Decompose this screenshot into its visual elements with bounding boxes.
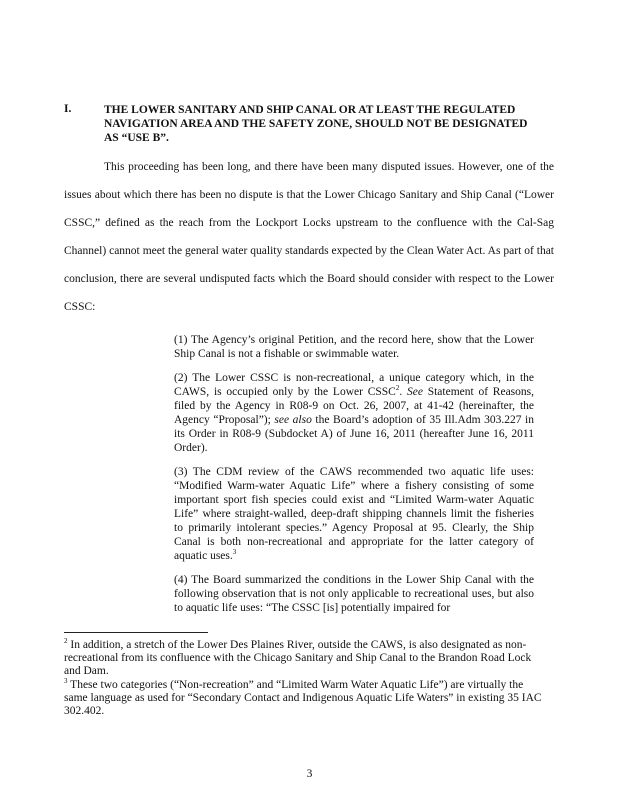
point-2: (2) The Lower CSSC is non-recreational, a unique category which, in the CAWS, is occupied only by the Lower CSSC$^2$. See Statement of Reasons, filed by the Agency in R08-9 on Oct. 26, 2007, at 41-42 (hereinafter, the Agency “Proposal”); see also the Board’s adoption of 35 Ill.Adm 303.227 in its Order in R08-9 (Subdocket A) of June 16, 2011 (hereafter June 16, 2011 Order). — [174, 372, 534, 454]
footnote-2: $^2$ In addition, a stretch of the Lower Des Plaines River, outside the CAWS, is also designated as non-recreational from its confluence with the Chicago Sanitary and Ship Canal to the Brandon Road Lock and Dam. — [64, 637, 532, 677]
body-paragraph: This proceeding has been long, and there have been many disputed issues. However, one of the issues about which there has been no dispute is that the Lower Chicago Sanitary and Ship Canal (“Lower CSSC,” defined as the reach from the Lockport Locks upstream to the confluence with the Cal-Sag Channel) cannot meet the general water quality standards expected by the Clean Water Act. As part of that conclusion, there are several undisputed facts which the Board should consider with respect to the Lower CSSC: — [64, 161, 554, 313]
footnote-3: $^3$ These two categories (“Non-recreation” and “Limited Warm Water Aquatic Life”) are virtually the same language as used for “Secondary Contact and Indigenous Aquatic Life Waters” in existing 35 IAC 302.402. — [64, 677, 542, 717]
section-number: I. — [64, 103, 72, 115]
footnote-ref-2: 2 — [395, 384, 400, 393]
page-number: 3 — [306, 768, 313, 780]
section-title: THE LOWER SANITARY AND SHIP CANAL OR AT LEAST THE REGULATED NAVIGATION AREA AND THE SAFETY ZONE, SHOULD NOT BE DESIGNATED AS “USE B”. — [104, 104, 528, 144]
numbered-points — [174, 333, 534, 625]
footnote-ref-3: 3 — [232, 548, 237, 557]
footnote-divider — [64, 632, 208, 633]
footnotes — [64, 639, 544, 719]
point-1: (1) The Agency’s original Petition, and the record here, show that the Lower Ship Canal is not a fishable or swimmable water. — [174, 334, 534, 360]
point-3: (3) The CDM review of the CAWS recommended two aquatic life uses: “Modified Warm-water Aquatic Life” where a fishery consisting of some important sport fish species could exist and “Limited Warm-water Aquatic Life” where straight-walled, deep-draft shipping channels limit the fisheries to primarily intolerant species.” Agency Proposal at 95. Clearly, the Ship Canal is both non-recreational and appropriate for the latter category of aquatic uses.$^3$ — [174, 466, 534, 562]
point-4: (4) The Board summarized the conditions in the Lower Ship Canal with the following observation that is not only applicable to recreational uses, but also to aquatic life uses: “The CSSC [is] potentially impaired for — [174, 574, 534, 614]
